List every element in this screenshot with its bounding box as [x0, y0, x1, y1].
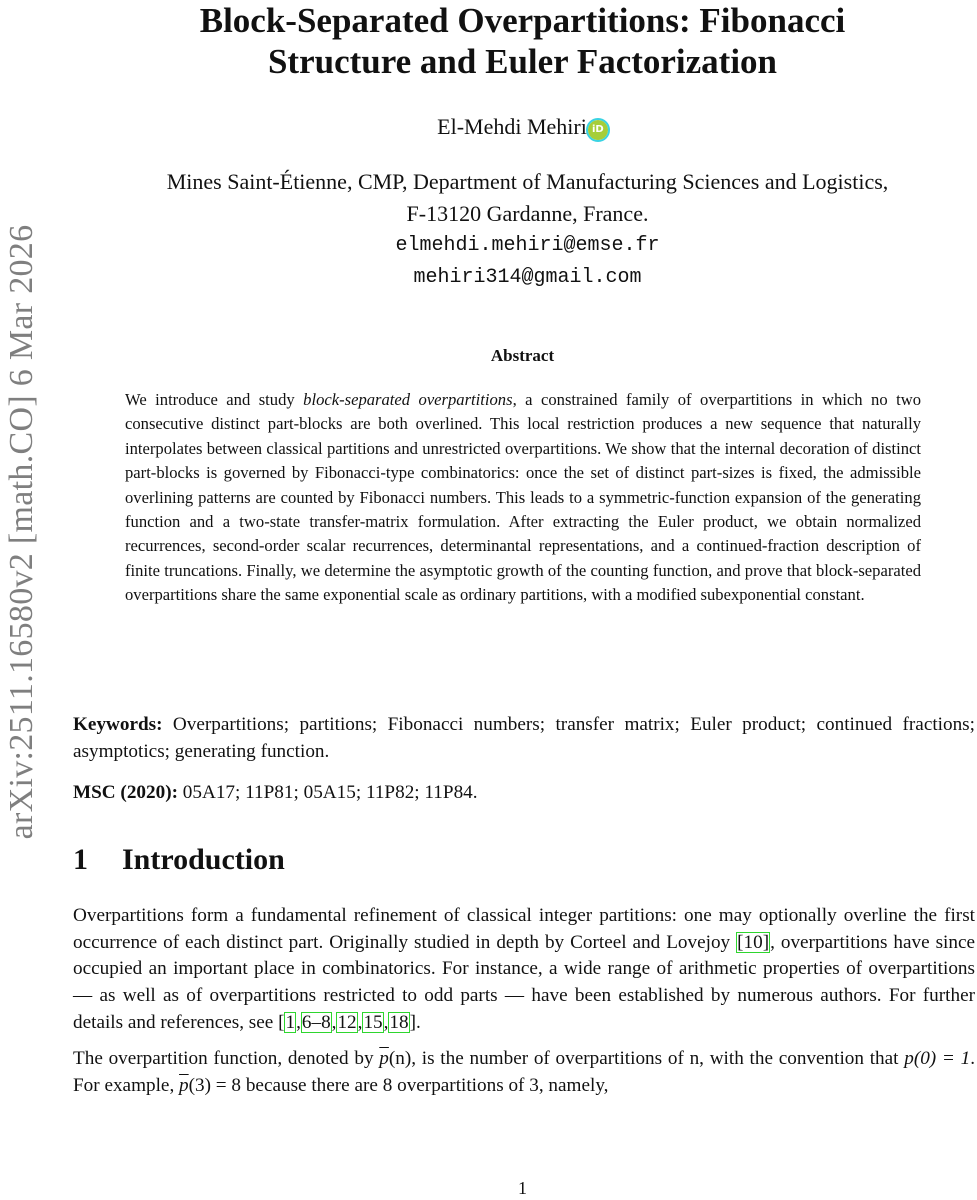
intro-paragraph-2	[73, 1046, 975, 1099]
title-line-1: Block-Separated Overpartitions: Fibonacci	[199, 1, 846, 40]
keywords-text: Overpartitions; partitions; Fibonacci numbers; transfer matrix; Euler product; continued fractions; asymptotics; generating function.	[73, 714, 975, 762]
section-number: 1	[73, 843, 88, 876]
intro-p1-text-2: , overpartitions have since occupied an important place in combinatorics. For instance, a wide range of arithmetic properties of overpartitions — as well as of overpartitions restricted to odd parts — have been established by numerous authors. For further details and references, see [	[73, 931, 976, 1033]
author-name: El-Mehdi Mehiri	[437, 114, 587, 139]
intro-p2-text-4: because there are 8 overpartitions of 3, namely,	[241, 1074, 609, 1096]
math-arg-3: (3) = 8	[188, 1074, 242, 1096]
orcid-icon[interactable]: iD	[588, 120, 608, 140]
section-title: Introduction	[122, 843, 285, 876]
citation-link-12[interactable]: 12	[337, 1011, 357, 1033]
msc-classification	[73, 780, 975, 807]
citation-link-18[interactable]: 18	[389, 1011, 409, 1033]
keywords-label: Keywords:	[73, 714, 163, 735]
math-p0: p(0) = 1	[904, 1048, 971, 1069]
keywords	[73, 712, 975, 765]
section-heading	[73, 840, 285, 880]
affiliation	[80, 166, 975, 294]
cite-separator: ,	[357, 1011, 363, 1033]
affiliation-line-1: Mines Saint-Étienne, CMP, Department of Manufacturing Sciences and Logistics,	[166, 169, 889, 194]
citation-link-15[interactable]: 15	[363, 1011, 383, 1033]
intro-p1-text-end: ].	[409, 1011, 421, 1033]
email-primary[interactable]: elmehdi.mehiri@emse.fr	[395, 234, 660, 257]
affiliation-line-2: F-13120 Gardanne, France.	[406, 201, 649, 226]
math-arg-n: (n)	[388, 1048, 412, 1069]
citation-link-10[interactable]: [10]	[737, 931, 770, 953]
intro-paragraph-1	[73, 903, 975, 1037]
msc-label: MSC (2020):	[73, 782, 178, 803]
intro-p2-text-2: , is the number of overpartitions of n, with the convention that	[411, 1048, 905, 1069]
intro-p2-text-3: . For example,	[73, 1048, 975, 1096]
abstract-heading: Abstract	[490, 346, 555, 365]
author-line	[90, 112, 955, 142]
math-pbar-2: $\overline{p}$	[179, 1074, 189, 1096]
citation-link-6-8[interactable]: 6–8	[301, 1011, 331, 1033]
abstract-body	[125, 388, 921, 608]
intro-p1-text-1: Overpartitions form a fundamental refinement of classical integer partitions: one may optionally overline the first occurrence of each distinct part. Originally studied in depth by Corteel and Lovejoy	[73, 905, 975, 953]
msc-text: 05A17; 11P81; 05A15; 11P82; 11P84.	[177, 782, 478, 803]
title-line-2: Structure and Euler Factorization	[267, 42, 778, 81]
cite-separator: ,	[296, 1011, 301, 1033]
math-pbar: $\overline{p}$	[379, 1048, 389, 1069]
page-number: 1	[518, 1178, 527, 1198]
intro-p2-text-1: The overpartition function, denoted by	[73, 1048, 380, 1069]
abstract-text-rest: , a constrained family of overpartitions in which no two consecutive distinct part-blocks are both overlined. This local restriction produces a new sequence that naturally interpolates between classical partitions and unrestricted overpartitions. We show that the internal decoration of distinct part-blocks is governed by Fibonacci-type combinatorics: once the set of distinct part-sizes is fixed, the admissible overlining patterns are counted by Fibonacci numbers. This leads to a symmetric-function expansion of the generating function and a two-state transfer-matrix formulation. After extracting the Euler product, we obtain normalized recurrences, second-order scalar recurrences, determinantal representations, and a continued-fraction description of finite truncations. Finally, we determine the asymptotic growth of the counting function, and prove that block-separated overpartitions share the same exponential scale as ordinary partitions, with a modified subexponential constant.	[125, 390, 921, 605]
abstract-text-start: We introduce and study	[125, 390, 304, 409]
abstract-emphasis: block-separated overpartitions	[303, 390, 513, 409]
paper-title	[90, 0, 955, 82]
cite-separator: ,	[331, 1011, 337, 1033]
cite-separator: ,	[383, 1011, 389, 1033]
citation-link-1[interactable]: 1	[285, 1011, 296, 1033]
email-secondary[interactable]: mehiri314@gmail.com	[413, 266, 642, 289]
arxiv-stamp-text: arXiv:2511.16580v2 [math.CO] 6 Mar 2026	[3, 224, 40, 840]
